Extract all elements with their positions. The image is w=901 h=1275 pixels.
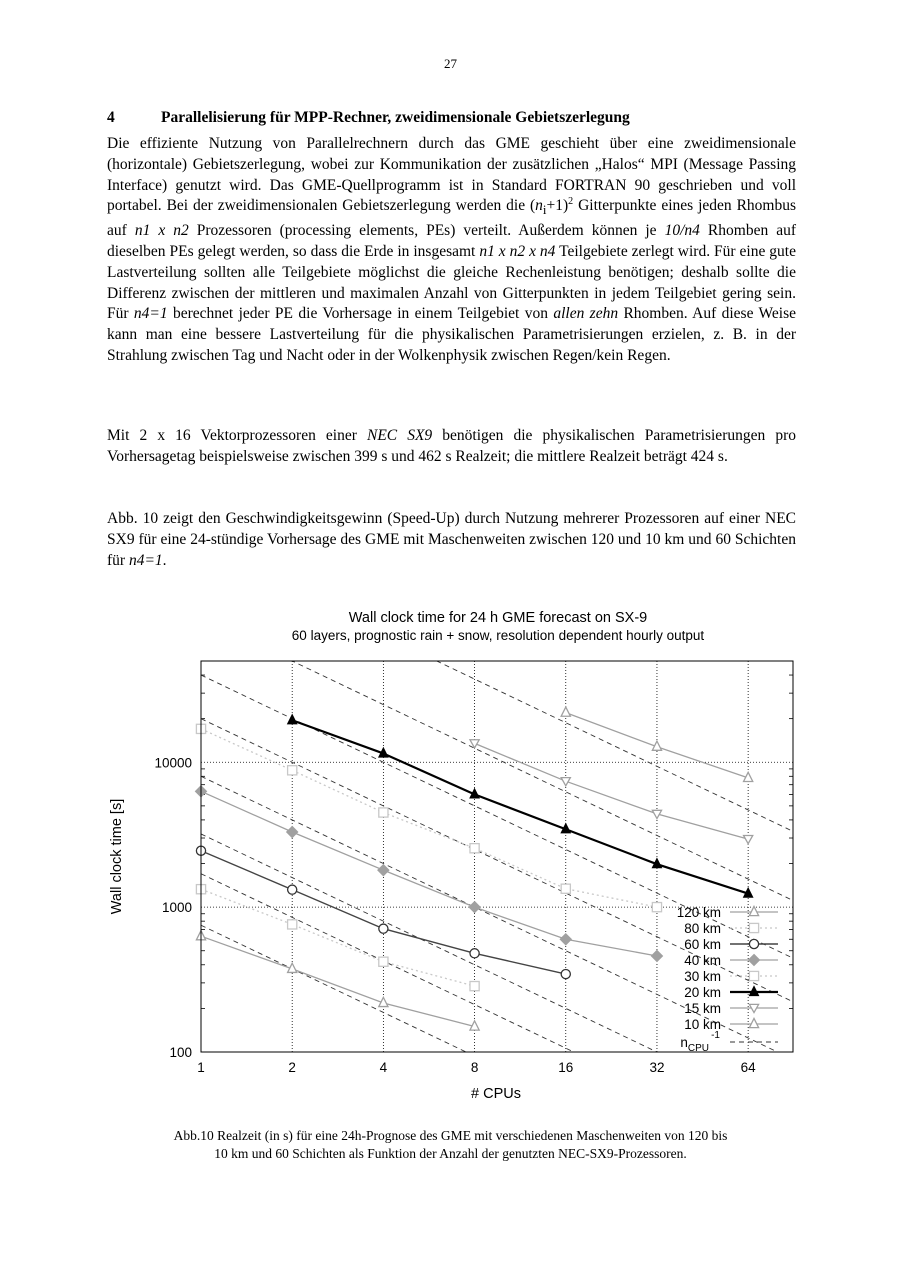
marker-square <box>470 844 479 853</box>
reference-line-ncpu <box>201 617 793 900</box>
legend-label: 60 km <box>684 937 721 952</box>
text-run: Rhomben auf dieselben PEs gelegt werden, so dass die Erde in insgesamt <box>107 222 796 261</box>
text-run: Mit 2 x 16 Vektorprozessoren einer <box>107 427 367 444</box>
reference-lines <box>201 600 793 1110</box>
marker-circle <box>749 939 758 948</box>
series-120-km <box>196 931 479 1030</box>
math-superscript-2: 2 <box>568 196 574 208</box>
section-title: Parallelisierung für MPP-Rechner, zweidimensionale Gebietszerlegung <box>161 109 630 126</box>
marker-diamond <box>469 902 480 913</box>
legend-label: 120 km <box>676 905 721 920</box>
series-line-20-km <box>292 720 748 893</box>
paragraph-nec-sx9 <box>107 426 796 468</box>
paragraph-domain-decomposition <box>107 134 796 367</box>
caption-line-1: Abb.10 Realzeit (in s) für eine 24h-Prognose des GME mit verschiedenen Maschenweiten von 120 bis <box>173 1128 728 1143</box>
tick-labels <box>154 755 756 1075</box>
paragraph-speedup <box>107 509 796 571</box>
marker-square <box>652 903 661 912</box>
marker-circle <box>470 949 479 958</box>
x-tick-label: 16 <box>558 1060 574 1075</box>
text-run: Gitterpunkte eines jeden Rhombus auf <box>107 197 796 240</box>
legend-label: 20 km <box>684 985 721 1000</box>
series-40-km <box>195 786 662 962</box>
figure-wall-clock-chart <box>100 600 820 1110</box>
text-run: +1) <box>546 197 569 215</box>
marker-square <box>749 923 758 932</box>
text-run: Die effiziente Nutzung von Parallelrechnern durch das GME geschieht über eine zweidimensionale (horizontale) Gebietszerlegung, wobei zur Kommunikation der zusätzlichen „Halos“ MPI (Message Passing Interface) genutzt wird. Das GME-Quellprogramm ist in Standard FORTRAN 90 geschrieben und voll portabel. Bei der zweidimensionalen Gebietszerlegung werden die ( <box>107 135 796 215</box>
marker-circle <box>379 924 388 933</box>
y-axis-label: Wall clock time [s] <box>109 798 125 915</box>
marker-triangle <box>561 707 570 716</box>
marker-filled-triangle <box>288 715 297 724</box>
series-line-80-km <box>201 889 475 986</box>
marker-square <box>470 982 479 991</box>
series-80-km <box>196 885 479 991</box>
series-line-120-km <box>201 936 475 1026</box>
chart-subtitle: 60 layers, prognostic rain + snow, resolution dependent hourly output <box>291 628 705 643</box>
text-run: Prozessoren (processing elements, PEs) verteilt. Außerdem können je <box>188 222 665 240</box>
legend-label: 40 km <box>684 953 721 968</box>
marker-triangle <box>749 1018 758 1027</box>
marker-square <box>379 808 388 817</box>
marker-square <box>379 957 388 966</box>
text-run: benötigen die physikalischen Parametrisierungen pro Vorhersagetag beispielsweise zwischen 399 s und 462 s Realzeit; die mittlere Realzeit beträgt 424 s. <box>107 427 796 465</box>
legend-label: 80 km <box>684 921 721 936</box>
marker-circle <box>288 885 297 894</box>
text-run: berechnet jeder PE die Vorhersage in einem Teilgebiet von <box>167 305 554 323</box>
legend-label-ncpu-sup: -1 <box>711 1030 720 1041</box>
legend-label: 30 km <box>684 969 721 984</box>
marker-square <box>749 971 758 980</box>
series-20-km <box>288 715 753 898</box>
caption-line-2: 10 km und 60 Schichten als Funktion der Anzahl der genutzten NEC-SX9-Prozessoren. <box>214 1146 687 1161</box>
x-tick-label: 64 <box>740 1060 756 1075</box>
marker-diamond <box>748 954 759 965</box>
y-tick-label: 10000 <box>154 755 192 771</box>
section-number: 4 <box>107 109 115 126</box>
series-line-40-km <box>201 791 657 956</box>
legend-label: 15 km <box>684 1001 721 1016</box>
chart-svg <box>100 600 820 1110</box>
x-tick-label: 4 <box>379 1060 388 1075</box>
math-n: n <box>535 197 543 215</box>
chart-legend <box>677 905 778 1054</box>
marker-diamond <box>378 865 389 876</box>
text-run: Teilgebiete zerlegt wird. Für eine gute Lastverteilung sollten alle Teilgebiete möglichst die gleiche Rechenleistung benötigen; deshalb sollte die Differenz zwischen der mittleren und maximalen Anzahl von Gitterpunkten in jedem Teilgebiet gering sein. Für <box>107 243 796 323</box>
legend-label: 10 km <box>684 1017 721 1032</box>
x-tick-label: 32 <box>649 1060 665 1075</box>
section-heading <box>107 109 797 127</box>
marker-square <box>288 920 297 929</box>
emphasis-n4-1: n4=1 <box>133 305 168 323</box>
text-run: Abb. 10 zeigt den Geschwindigkeitsgewinn (Speed-Up) durch Nutzung mehrerer Prozessoren auf einer NEC SX9 für eine 24-stündige Vorhersage des GME mit Maschenweiten zwischen 120 und 10 km und 60 Schichten für <box>107 510 796 569</box>
figure-caption <box>60 1127 841 1163</box>
math-subscript-i: i <box>542 202 547 218</box>
marker-diamond <box>287 826 298 837</box>
text-run: . <box>162 551 167 569</box>
chart-title: Wall clock time for 24 h GME forecast on SX-9 <box>348 610 648 626</box>
x-tick-label: 8 <box>470 1060 479 1075</box>
series-30-km <box>196 724 661 911</box>
y-tick-label: 1000 <box>161 900 192 916</box>
marker-down-triangle <box>744 835 753 843</box>
marker-diamond <box>651 950 662 961</box>
emphasis-nec-sx9: NEC SX9 <box>366 427 433 444</box>
emphasis-n1-n2: n1 x n2 <box>134 222 189 240</box>
marker-square <box>561 884 570 893</box>
marker-circle <box>561 969 570 978</box>
y-tick-label: 100 <box>169 1045 192 1060</box>
series-15-km <box>470 740 753 844</box>
emphasis-allen-zehn: allen zehn <box>553 305 619 323</box>
x-axis-label: # CPUs <box>471 1086 521 1102</box>
marker-square <box>288 766 297 775</box>
marker-diamond <box>560 934 571 945</box>
x-tick-label: 2 <box>288 1060 296 1075</box>
emphasis-10-n4: 10/n4 <box>664 222 700 240</box>
x-tick-label: 1 <box>197 1060 205 1075</box>
legend-label-ncpu: $n_{CPU}$ <box>680 1035 709 1054</box>
marker-triangle <box>749 906 758 915</box>
emphasis-n4-1: n4=1 <box>128 551 163 569</box>
text-run: Rhomben. Auf diese Weise kann man eine bessere Lastverteilung für die physikalischen Parametrisierungen erzielen, z. B. in der Strahlung zwischen Tag und Nacht oder in der Wolkenphysik zwischen Regen/kein Regen. <box>107 305 797 365</box>
series-line-15-km <box>475 743 749 839</box>
page-number: 27 <box>444 56 457 71</box>
emphasis-n1-n2-n4: n1 x n2 x n4 <box>479 243 556 261</box>
